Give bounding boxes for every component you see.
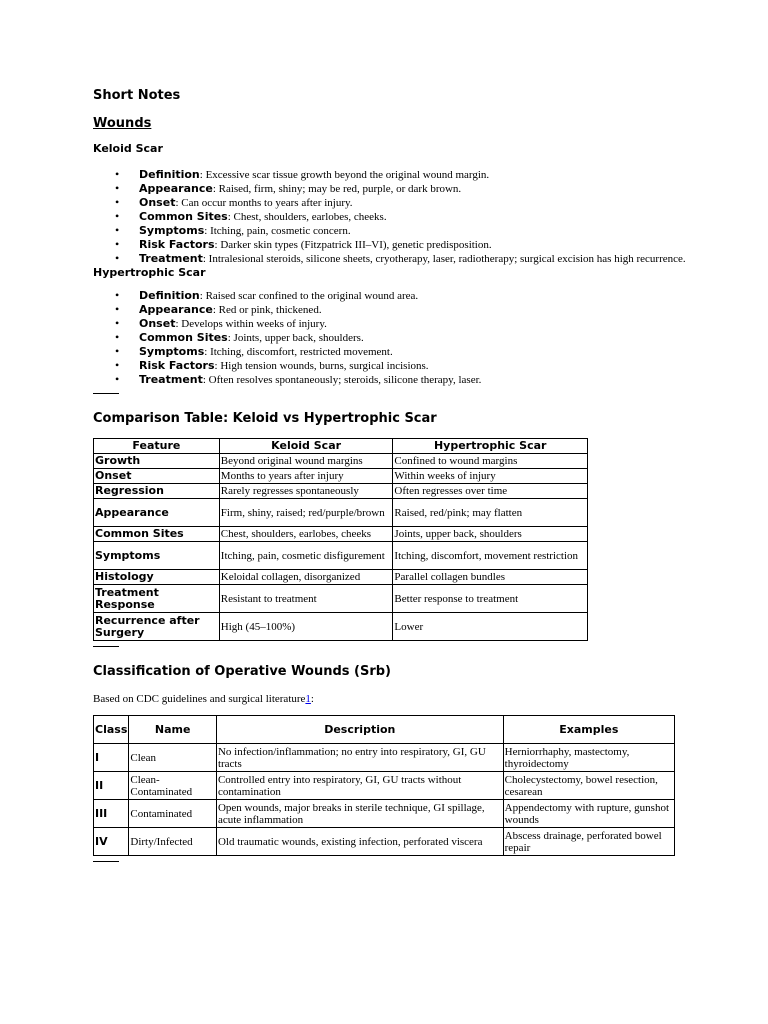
column-header: Name xyxy=(129,716,217,744)
table-cell: Growth xyxy=(94,454,220,469)
item-text: : Itching, discomfort, restricted movement. xyxy=(204,346,393,358)
item-text: : Raised scar confined to the original wound area. xyxy=(199,290,419,302)
table-cell: Itching, discomfort, movement restriction xyxy=(393,542,588,570)
table-cell: Clean-Contaminated xyxy=(129,772,217,800)
table-cell: Symptoms xyxy=(94,542,220,570)
list-item xyxy=(139,373,693,387)
table-cell: Often regresses over time xyxy=(393,484,588,499)
item-term: Common Sites xyxy=(139,331,228,344)
item-text: : Darker skin types (Fitzpatrick III–VI), genetic predisposition. xyxy=(214,239,492,251)
classification-table xyxy=(93,715,675,856)
comparison-table xyxy=(93,438,588,641)
table-cell: Parallel collagen bundles xyxy=(393,570,588,585)
item-term: Definition xyxy=(139,289,200,302)
item-text: : Intralesional steroids, silicone sheets, cryotherapy, laser, radiotherapy; surgical excision has high recurrence. xyxy=(202,253,686,265)
horizontal-rule xyxy=(93,646,119,647)
column-header: Examples xyxy=(503,716,674,744)
item-text: : Excessive scar tissue growth beyond the original wound margin. xyxy=(199,169,490,181)
table-cell: Open wounds, major breaks in sterile technique, GI spillage, acute inflammation xyxy=(216,800,503,828)
classification-heading: Classification of Operative Wounds (Srb) xyxy=(93,664,392,679)
list-item xyxy=(139,345,693,359)
item-term: Definition xyxy=(139,168,200,181)
list-item xyxy=(139,252,693,266)
item-text: : Red or pink, thickened. xyxy=(212,304,322,316)
table-cell: No infection/inflammation; no entry into respiratory, GI, GU tracts xyxy=(216,744,503,772)
table-cell: III xyxy=(94,800,129,828)
item-text: : Develops within weeks of injury. xyxy=(175,318,327,330)
column-header: Keloid Scar xyxy=(219,439,393,454)
list-item xyxy=(139,196,693,210)
table-header-row xyxy=(94,439,588,454)
column-header: Feature xyxy=(94,439,220,454)
list-item xyxy=(139,238,693,252)
column-header: Class xyxy=(94,716,129,744)
table-row xyxy=(94,828,675,856)
table-cell: Within weeks of injury xyxy=(393,469,588,484)
table-cell: I xyxy=(94,744,129,772)
item-term: Risk Factors xyxy=(139,238,215,251)
table-cell: Better response to treatment xyxy=(393,585,588,613)
item-term: Appearance xyxy=(139,303,213,316)
list-item xyxy=(139,359,693,373)
table-cell: Beyond original wound margins xyxy=(219,454,393,469)
page-title: Short Notes xyxy=(93,88,181,103)
table-cell: Treatment Response xyxy=(94,585,220,613)
keloid-list xyxy=(93,168,693,266)
horizontal-rule xyxy=(93,393,119,394)
table-row xyxy=(94,772,675,800)
keloid-heading: Keloid Scar xyxy=(93,142,163,155)
table-row xyxy=(94,484,588,499)
table-row xyxy=(94,585,588,613)
table-cell: Keloidal collagen, disorganized xyxy=(219,570,393,585)
table-row xyxy=(94,527,588,542)
table-cell: Controlled entry into respiratory, GI, GU tracts without contamination xyxy=(216,772,503,800)
hypertrophic-heading: Hypertrophic Scar xyxy=(93,266,206,279)
item-text: : Often resolves spontaneously; steroids, silicone therapy, laser. xyxy=(202,374,482,386)
table-row xyxy=(94,613,588,641)
table-cell: Regression xyxy=(94,484,220,499)
item-term: Treatment xyxy=(139,373,203,386)
table-cell: Contaminated xyxy=(129,800,217,828)
item-term: Onset xyxy=(139,196,176,209)
table-cell: Firm, shiny, raised; red/purple/brown xyxy=(219,499,393,527)
item-text: : Raised, firm, shiny; may be red, purple, or dark brown. xyxy=(212,183,462,195)
item-text: : Itching, pain, cosmetic concern. xyxy=(204,225,351,237)
column-header: Description xyxy=(216,716,503,744)
table-cell: Lower xyxy=(393,613,588,641)
table-cell: Old traumatic wounds, existing infection, perforated viscera xyxy=(216,828,503,856)
list-item xyxy=(139,317,693,331)
table-cell: Resistant to treatment xyxy=(219,585,393,613)
document-page xyxy=(93,84,693,862)
item-term: Symptoms xyxy=(139,224,205,237)
list-item xyxy=(139,210,693,224)
table-cell: Chest, shoulders, earlobes, cheeks xyxy=(219,527,393,542)
table-header-row xyxy=(94,716,675,744)
table-cell: Clean xyxy=(129,744,217,772)
table-cell: Recurrence after Surgery xyxy=(94,613,220,641)
item-term: Symptoms xyxy=(139,345,205,358)
list-item xyxy=(139,224,693,238)
table-cell: IV xyxy=(94,828,129,856)
table-row xyxy=(94,542,588,570)
table-row xyxy=(94,454,588,469)
table-cell: Appearance xyxy=(94,499,220,527)
list-item xyxy=(139,168,693,182)
item-term: Onset xyxy=(139,317,176,330)
list-item xyxy=(139,303,693,317)
section-heading-wounds: Wounds xyxy=(93,116,152,131)
table-cell: Abscess drainage, perforated bowel repair xyxy=(503,828,674,856)
intro-suffix: : xyxy=(310,693,314,705)
table-cell: Onset xyxy=(94,469,220,484)
item-term: Risk Factors xyxy=(139,359,215,372)
hypertrophic-list xyxy=(93,289,693,387)
table-cell: II xyxy=(94,772,129,800)
table-cell: Confined to wound margins xyxy=(393,454,588,469)
table-cell: Herniorrhaphy, mastectomy, thyroidectomy xyxy=(503,744,674,772)
horizontal-rule xyxy=(93,861,119,862)
table-cell: Months to years after injury xyxy=(219,469,393,484)
item-term: Appearance xyxy=(139,182,213,195)
item-text: : High tension wounds, burns, surgical incisions. xyxy=(214,360,429,372)
table-cell: Itching, pain, cosmetic disfigurement xyxy=(219,542,393,570)
intro-text: Based on CDC guidelines and surgical literature xyxy=(93,693,306,705)
item-term: Treatment xyxy=(139,252,203,265)
column-header: Hypertrophic Scar xyxy=(393,439,588,454)
list-item xyxy=(139,182,693,196)
comparison-heading: Comparison Table: Keloid vs Hypertrophic Scar xyxy=(93,411,437,426)
table-row xyxy=(94,499,588,527)
table-cell: Histology xyxy=(94,570,220,585)
list-item xyxy=(139,289,693,303)
table-row xyxy=(94,744,675,772)
item-term: Common Sites xyxy=(139,210,228,223)
table-cell: Common Sites xyxy=(94,527,220,542)
table-cell: Rarely regresses spontaneously xyxy=(219,484,393,499)
item-text: : Chest, shoulders, earlobes, cheeks. xyxy=(227,211,387,223)
table-row xyxy=(94,800,675,828)
table-cell: Cholecystectomy, bowel resection, cesarean xyxy=(503,772,674,800)
table-row xyxy=(94,570,588,585)
table-cell: Dirty/Infected xyxy=(129,828,217,856)
citation-link[interactable]: 1 xyxy=(305,693,311,705)
table-row xyxy=(94,469,588,484)
table-cell: Raised, red/pink; may flatten xyxy=(393,499,588,527)
item-text: : Joints, upper back, shoulders. xyxy=(227,332,364,344)
list-item xyxy=(139,331,693,345)
classification-intro xyxy=(93,692,693,706)
table-cell: Joints, upper back, shoulders xyxy=(393,527,588,542)
item-text: : Can occur months to years after injury. xyxy=(175,197,353,209)
table-cell: Appendectomy with rupture, gunshot wounds xyxy=(503,800,674,828)
table-cell: High (45–100%) xyxy=(219,613,393,641)
